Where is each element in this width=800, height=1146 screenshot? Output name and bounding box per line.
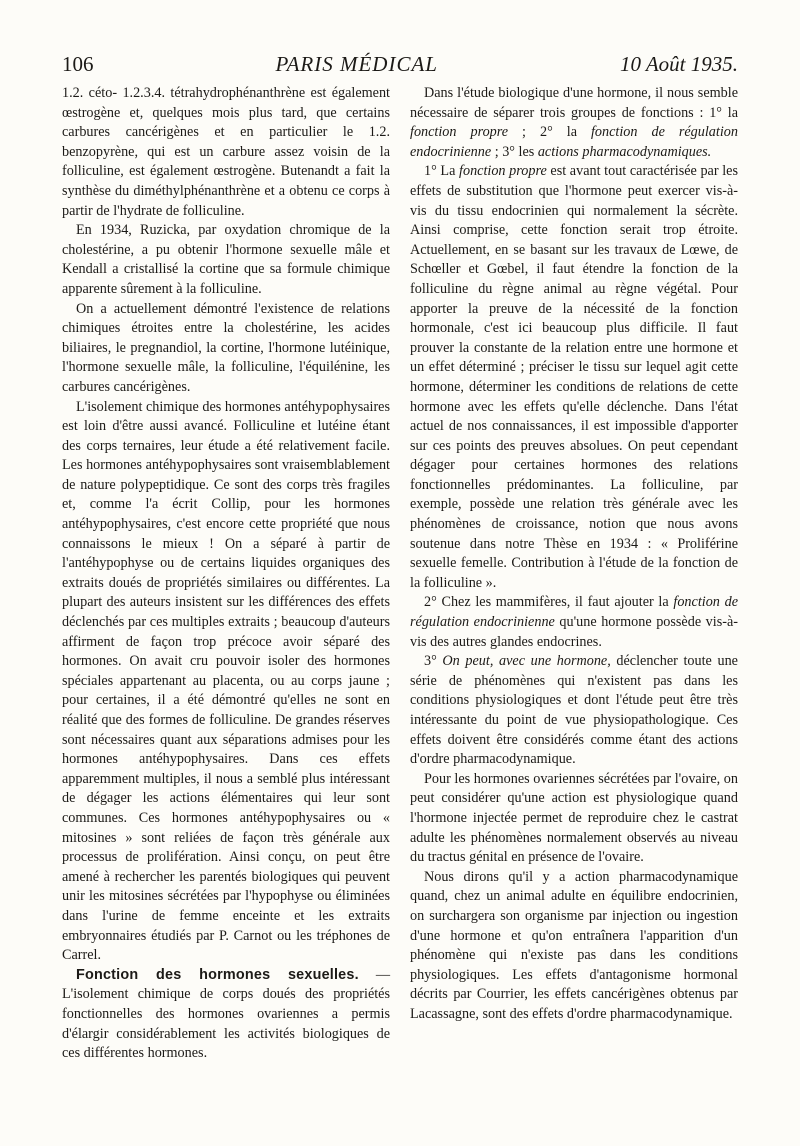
text-run: 1° La [424,163,460,180]
paragraph: Pour les hormones ovariennes sécrétées par l'ovaire, on peut considérer qu'une action est physiologique quand l'hormone injectée permet de reproduire chez le castrat adulte les phénomènes normalement observés au niveau du tractus génital en présence de l'ovaire. [410,770,738,866]
text-run: qu'une hormone possède vis-à-vis des autres glandes endocrines. [410,614,738,650]
page-number: 106 [62,52,94,76]
paragraph [410,593,738,652]
emphasis: fonction propre [459,163,547,180]
emphasis: actions pharmacodynamiques. [537,143,712,160]
paragraph [410,84,738,162]
running-title: PARIS MÉDICAL [275,52,438,76]
paragraph: L'isolement chimique des hormones antéhypophysaires est loin d'être aussi avancé. Folliculine et lutéine étant des corps ternaires, leur étude a été relativement facile. Les hormones antéhypophysaires sont vraisemblablement de nature polypeptidique. Ce sont des corps très fragiles et, comme l'a écrit Collip, pour les hormones antéhypophysaires, c'est encore cette propriété que nous connaissons le mieux ! On a séparé à partir de l'antéhypophyse ou de certains liquides organiques des extraits doués de propriétés similaires ou différentes. La plupart des auteurs insistent sur les différences des effets déclenchés par ces multiples extraits ; beaucoup d'auteurs affirment de façon trop précoce avoir séparé des hormones. On avait cru pouvoir isoler des hormones spéciales appartenant au placenta, ou au corps jaune ; pour certaines, il a été démontré qu'elles ne sont en réalité que des formes de folliculine. De grandes réserves sont nécessaires quant aux séparations admises pour les hormones antéhypophysaires. Dans ces effets apparemment multiples, il nous a semblé plus intéressant de dégager les actions élémentaires qui leur sont communes. Ces hormones antéhypophysaires ou « mitosines » sont reliées de façon très générale aux processus de prolifération. Ainsi conçu, on peut être amené à rechercher les parentés biologiques qui peuvent unir les mitosines sécrétées par l'hypophyse ou éliminées dans l'urine de femme enceinte et les extraits embryonnaires étudiés par P. Carnot ou les tréphones de Carrel. [62,398,390,964]
emphasis: fonction propre [410,124,509,141]
page-header [62,52,738,80]
emphasis: On peut, avec une hormone, [442,653,611,670]
text-run: 2° Chez les mammifères, il faut ajouter la [424,594,674,611]
text-run: ; 3° les [491,143,538,160]
text-run: ; 2° la [508,124,591,141]
left-column [62,84,390,1064]
emphasis: fonction de régulation endocrinienne [410,594,738,631]
emphasis: fonction de régulation endocrinienne [410,124,738,160]
right-column [410,84,738,1025]
text-run: déclencher toute une série de phénomènes qui n'existent pas dans les conditions physiologiques et dont l'étude peut être très intéressante du point de vue physiopathologique. Ces effets doivent être considérés comme étant des actions d'ordre pharmacodynamique. [410,653,738,768]
issue-date: 10 Août 1935. [619,52,738,76]
paragraph: 1.2. céto- 1.2.3.4. tétrahydrophénanthrène est également œstrogène et, quelques mois plus tard, que certains carbures cancérigènes et en particulier le 1.2. benzopyrène, qui est un carbure assez voisin de la folliculine, est également œstrogène. Butenandt a fait la synthèse du diméthylphénanthrène et a obtenu ce corps à partir de l'hydrate de folliculine. [62,85,390,219]
text-run: Dans l'étude biologique d'une hormone, il nous semble nécessaire de séparer trois groupes de fonctions : 1° la [410,85,738,121]
paragraph [410,652,738,770]
paragraph: Nous dirons qu'il y a action pharmacodynamique quand, chez un animal adulte en équilibre endocrinien, on surchargera son organisme par injection ou ingestion d'une hormone et qu'on entraînera l'apparition d'un phénomène qui n'existe pas dans les conditions physiologiques. Les effets d'antagonisme hormonal décrits par Courrier, les effets cancérigènes obtenus par Lacassagne, sont des effets d'ordre pharmacodynamique. [410,868,738,1022]
paragraph: En 1934, Ruzicka, par oxydation chromique de la cholestérine, a pu obtenir l'hormone sexuelle mâle et Kendall a cristallisé la cortine que sa formule chimique apparente sûrement à la folliculine. [62,222,390,297]
section-heading: Fonction des hormones sexuelles. [76,966,359,983]
paragraph [410,162,738,593]
paragraph: On a actuellement démontré l'existence de relations chimiques étroites entre la cholestérine, les acides biliaires, le pregnandiol, la cortine, l'hormone lutéinique, l'hormone sexuelle mâle, la folliculine, l'équilénine, les carbures cancérigènes. [62,300,390,395]
section-text: — L'isolement chimique de corps doués des propriétés fonctionnelles des hormones ovariennes a permis d'élargir considérablement les activités biologiques de ces différentes hormones. [62,966,391,1062]
text-run: 3° [424,653,443,670]
section-paragraph [62,966,390,1064]
text-run: est avant tout caractérisée par les effets de substitution que l'hormone peut exercer vis-à-vis du tissu endocrinien qui normalement la sécrète. Ainsi comprise, cette fonction serait trop étroite. Actuellement, en se basant sur les travaux de Lœwe, de Schœller et Gœbel, il faut étendre la fonction de la folliculine du règne animal au règne végétal. Pour apporter la preuve de la nécessité de la fonction hormonale, c'est ici beaucoup plus difficile. Il faut prouver la constante de la relation entre une hormone et un effet déterminé ; préciser le tissu sur lequel agit cette hormone, déterminer les conditions de relations de cette hormone avec les effets qu'elle déclenche. Dans l'état actuel de nos connaissances, il est impossible d'apporter sur ces points des preuves absolues. On peut cependant dégager pour certaines hormones des relations fonctionnelles prédominantes. La folliculine, par exemple, possède une relation très générale avec les phénomènes de croissance, notion que nous avons soutenue dans notre Thèse en 1934 : « Proliférine sexuelle femelle. Contribution à l'étude de la fonction de la folliculine ». [410,163,738,591]
